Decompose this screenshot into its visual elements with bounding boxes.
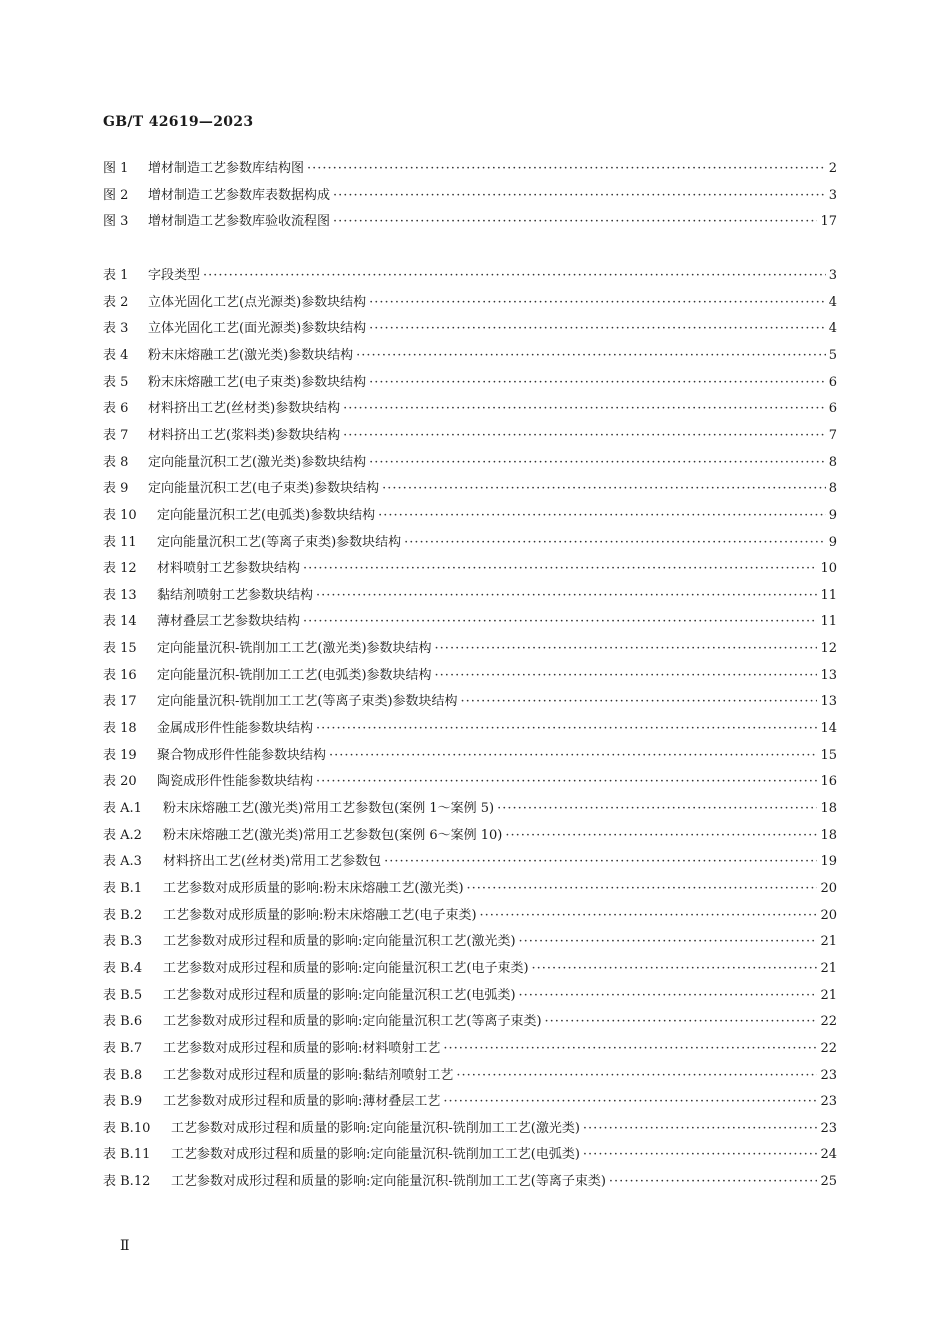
entry-page: 5 [828, 347, 837, 363]
toc-entry[interactable] [103, 397, 837, 417]
entry-title: 立体光固化工艺(点光源类)参数块结构 [148, 294, 367, 310]
entry-page: 12 [820, 641, 837, 657]
leader-dots [333, 214, 817, 229]
toc-entry[interactable] [103, 664, 837, 684]
toc-entry[interactable] [103, 264, 837, 284]
entry-label: 表 13 [103, 587, 137, 603]
leader-dots [505, 828, 817, 843]
entry-title: 定向能量沉积工艺(激光类)参数块结构 [148, 454, 367, 470]
entry-label: 表 A.2 [103, 827, 142, 843]
entry-label: 表 A.1 [103, 801, 142, 816]
toc-entry[interactable] [103, 291, 837, 311]
entry-label: 表 B.1 [103, 880, 143, 896]
entry-page: 3 [828, 268, 837, 283]
toc-entry[interactable] [103, 904, 837, 924]
toc-entry[interactable] [103, 930, 837, 950]
entry-label: 表 18 [103, 721, 137, 737]
entry-page: 18 [820, 801, 837, 816]
leader-dots [467, 881, 818, 896]
entry-page: 8 [828, 454, 837, 470]
toc-entry[interactable] [103, 424, 837, 444]
leader-dots [356, 348, 826, 363]
leader-dots [343, 401, 826, 416]
entry-page: 24 [820, 1147, 837, 1163]
entry-label: 表 B.9 [103, 1094, 143, 1110]
entry-label: 表 7 [103, 427, 129, 443]
entry-page: 18 [820, 827, 837, 843]
toc-entry[interactable] [103, 744, 837, 764]
entry-title: 立体光固化工艺(面光源类)参数块结构 [148, 321, 367, 337]
toc-entry[interactable] [103, 451, 837, 471]
toc-entry[interactable] [103, 1117, 837, 1137]
leader-dots [369, 375, 826, 390]
toc-entry[interactable] [103, 1143, 837, 1163]
leader-dots [316, 774, 817, 789]
entry-title: 粉末床熔融工艺(电子束类)参数块结构 [148, 374, 367, 390]
entry-page: 8 [828, 481, 837, 497]
entry-label: 表 16 [103, 667, 137, 683]
entry-page: 10 [820, 561, 837, 577]
toc-entry[interactable] [103, 1064, 837, 1084]
entry-label: 图 3 [103, 214, 129, 230]
toc-entry[interactable] [103, 610, 837, 630]
entry-page: 20 [820, 907, 837, 923]
toc-entry[interactable] [103, 877, 837, 897]
entry-label: 表 B.12 [103, 1174, 151, 1190]
entry-label: 表 B.3 [103, 934, 143, 950]
entry-title: 材料挤出工艺(浆料类)参数块结构 [148, 427, 341, 443]
entry-page: 4 [828, 294, 837, 310]
entry-page: 13 [820, 667, 837, 683]
entry-page: 13 [820, 694, 837, 710]
entry-label: 表 8 [103, 454, 129, 470]
leader-dots [435, 641, 818, 656]
leader-dots [443, 1094, 817, 1109]
entry-label: 表 3 [103, 321, 129, 337]
toc-entry[interactable] [103, 770, 837, 790]
entry-page: 2 [828, 161, 837, 176]
entry-label: 表 11 [103, 534, 137, 550]
document-header: GB/T 42619—2023 [103, 114, 254, 130]
toc-entry[interactable] [103, 477, 837, 497]
leader-dots [545, 1014, 818, 1029]
entry-label: 表 A.3 [103, 854, 142, 870]
entry-title: 薄材叠层工艺参数块结构 [157, 614, 301, 630]
entry-page: 4 [828, 321, 837, 337]
entry-label: 表 19 [103, 747, 137, 763]
entry-title: 工艺参数对成形过程和质量的影响:定向能量沉积工艺(电弧类) [163, 987, 516, 1003]
leader-dots [461, 694, 818, 709]
entry-page: 20 [820, 880, 837, 896]
leader-dots [404, 535, 826, 550]
entry-title: 粉末床熔融工艺(激光类)参数块结构 [148, 347, 354, 363]
entry-title: 工艺参数对成形过程和质量的影响:薄材叠层工艺 [163, 1094, 441, 1110]
toc-entry[interactable] [103, 797, 837, 817]
leader-dots [609, 1174, 818, 1189]
leader-dots [378, 508, 826, 523]
entry-label: 表 6 [103, 401, 129, 417]
toc-entry[interactable] [103, 504, 837, 524]
toc-entry[interactable] [103, 531, 837, 551]
entry-page: 22 [820, 1014, 837, 1030]
leader-dots [583, 1121, 818, 1136]
entry-page: 22 [820, 1040, 837, 1056]
entry-title: 工艺参数对成形过程和质量的影响:黏结剂喷射工艺 [163, 1067, 454, 1083]
leader-dots [480, 908, 818, 923]
leader-dots [435, 668, 818, 683]
entry-title: 定向能量沉积工艺(等离子束类)参数块结构 [157, 534, 402, 550]
entry-title: 工艺参数对成形过程和质量的影响:定向能量沉积-铣削加工工艺(电弧类) [171, 1147, 580, 1163]
toc-entry[interactable] [103, 371, 837, 391]
entry-label: 表 B.4 [103, 960, 143, 976]
toc-entry[interactable] [103, 717, 837, 737]
entry-label: 表 B.10 [103, 1120, 151, 1136]
entry-page: 17 [820, 214, 837, 230]
toc-entry[interactable] [103, 1170, 837, 1190]
entry-label: 表 5 [103, 374, 129, 390]
toc-entry[interactable] [103, 557, 837, 577]
toc-entry[interactable] [103, 210, 837, 230]
leader-dots [369, 295, 826, 310]
entry-page: 25 [820, 1174, 837, 1190]
leader-dots [369, 321, 826, 336]
entry-page: 15 [820, 747, 837, 763]
entry-title: 金属成形件性能参数块结构 [157, 721, 314, 737]
leader-dots [369, 455, 826, 470]
entry-title: 工艺参数对成形过程和质量的影响:定向能量沉积工艺(激光类) [163, 934, 516, 950]
entry-title: 增材制造工艺参数库表数据构成 [148, 187, 331, 203]
entry-page: 19 [820, 854, 837, 870]
entry-page: 21 [820, 934, 837, 950]
leader-dots [307, 161, 826, 176]
entry-page: 14 [820, 721, 837, 737]
leader-dots [583, 1147, 818, 1162]
entry-label: 表 B.8 [103, 1067, 143, 1083]
entry-page: 9 [828, 507, 837, 523]
entry-page: 23 [820, 1094, 837, 1110]
entry-title: 材料喷射工艺参数块结构 [157, 561, 301, 577]
entry-title: 聚合物成形件性能参数块结构 [157, 747, 327, 763]
leader-dots [532, 961, 818, 976]
leader-dots [519, 934, 818, 949]
entry-label: 表 B.2 [103, 907, 143, 923]
entry-title: 工艺参数对成形过程和质量的影响:定向能量沉积-铣削加工工艺(等离子束类) [171, 1174, 606, 1190]
entry-title: 工艺参数对成形质量的影响:粉末床熔融工艺(激光类) [163, 880, 464, 896]
entry-label: 图 1 [103, 161, 129, 176]
entry-title: 工艺参数对成形过程和质量的影响:定向能量沉积工艺(电子束类) [163, 960, 529, 976]
toc-entry[interactable] [103, 1090, 837, 1110]
leader-dots [316, 588, 817, 603]
entry-page: 9 [828, 534, 837, 550]
entry-page: 3 [828, 187, 837, 203]
leader-dots [497, 801, 817, 816]
leader-dots [456, 1068, 817, 1083]
entry-label: 表 15 [103, 641, 137, 657]
entry-label: 表 1 [103, 268, 129, 283]
leader-dots [519, 988, 818, 1003]
entry-page: 23 [820, 1067, 837, 1083]
entry-title: 粉末床熔融工艺(激光类)常用工艺参数包(案例 1～案例 5) [163, 801, 495, 816]
entry-label: 表 12 [103, 561, 137, 577]
entry-title: 字段类型 [148, 268, 201, 283]
entry-label: 图 2 [103, 187, 129, 203]
toc-entry[interactable] [103, 850, 837, 870]
toc-entry[interactable] [103, 184, 837, 204]
leader-dots [382, 481, 826, 496]
toc-entry[interactable] [103, 344, 837, 364]
leader-dots [316, 721, 817, 736]
toc-entry[interactable] [103, 957, 837, 977]
leader-dots [443, 1041, 817, 1056]
entry-page: 16 [820, 774, 837, 790]
entry-page: 21 [820, 987, 837, 1003]
entry-title: 定向能量沉积-铣削加工工艺(电弧类)参数块结构 [157, 667, 432, 683]
entry-page: 21 [820, 960, 837, 976]
entry-label: 表 2 [103, 294, 129, 310]
entry-page: 6 [828, 401, 837, 417]
entry-page: 23 [820, 1120, 837, 1136]
entry-label: 表 10 [103, 507, 137, 523]
entry-page: 6 [828, 374, 837, 390]
leader-dots [303, 614, 817, 629]
entry-title: 增材制造工艺参数库验收流程图 [148, 214, 331, 230]
entry-title: 工艺参数对成形过程和质量的影响:定向能量沉积工艺(等离子束类) [163, 1014, 542, 1030]
toc-entry[interactable] [103, 317, 837, 337]
entry-label: 表 B.11 [103, 1147, 151, 1163]
entry-title: 增材制造工艺参数库结构图 [148, 161, 305, 176]
leader-dots [329, 748, 817, 763]
entry-title: 材料挤出工艺(丝材类)常用工艺参数包 [163, 854, 382, 870]
entry-title: 粉末床熔融工艺(激光类)常用工艺参数包(案例 6～案例 10) [163, 827, 503, 843]
entry-label: 表 20 [103, 774, 137, 790]
entry-label: 表 4 [103, 347, 129, 363]
leader-dots [384, 854, 817, 869]
entry-title: 定向能量沉积-铣削加工工艺(激光类)参数块结构 [157, 641, 432, 657]
toc-entry[interactable] [103, 1010, 837, 1030]
toc-entry[interactable] [103, 1037, 837, 1057]
page-number: Ⅱ [120, 1238, 130, 1254]
toc-entry[interactable] [103, 824, 837, 844]
entry-page: 11 [820, 614, 837, 630]
entry-label: 表 B.7 [103, 1040, 143, 1056]
leader-dots [333, 188, 826, 203]
entry-label: 表 17 [103, 694, 137, 710]
entry-title: 定向能量沉积-铣削加工工艺(等离子束类)参数块结构 [157, 694, 458, 710]
entry-title: 工艺参数对成形质量的影响:粉末床熔融工艺(电子束类) [163, 907, 477, 923]
toc-entry[interactable] [103, 584, 837, 604]
entry-title: 定向能量沉积工艺(电弧类)参数块结构 [157, 507, 376, 523]
toc-entry[interactable] [103, 690, 837, 710]
toc-entry[interactable] [103, 637, 837, 657]
entry-title: 定向能量沉积工艺(电子束类)参数块结构 [148, 481, 380, 497]
entry-label: 表 9 [103, 481, 129, 497]
entry-page: 7 [828, 427, 837, 443]
toc-entry[interactable] [103, 157, 837, 177]
entry-label: 表 14 [103, 614, 137, 630]
leader-dots [343, 428, 826, 443]
leader-dots [203, 268, 826, 283]
toc-entry[interactable] [103, 984, 837, 1004]
entry-title: 工艺参数对成形过程和质量的影响:材料喷射工艺 [163, 1040, 441, 1056]
entry-title: 黏结剂喷射工艺参数块结构 [157, 587, 314, 603]
entry-title: 材料挤出工艺(丝材类)参数块结构 [148, 401, 341, 417]
entry-title: 工艺参数对成形过程和质量的影响:定向能量沉积-铣削加工工艺(激光类) [171, 1120, 580, 1136]
entry-label: 表 B.6 [103, 1014, 143, 1030]
entry-page: 11 [820, 587, 837, 603]
leader-dots [303, 561, 817, 576]
entry-title: 陶瓷成形件性能参数块结构 [157, 774, 314, 790]
entry-label: 表 B.5 [103, 987, 143, 1003]
